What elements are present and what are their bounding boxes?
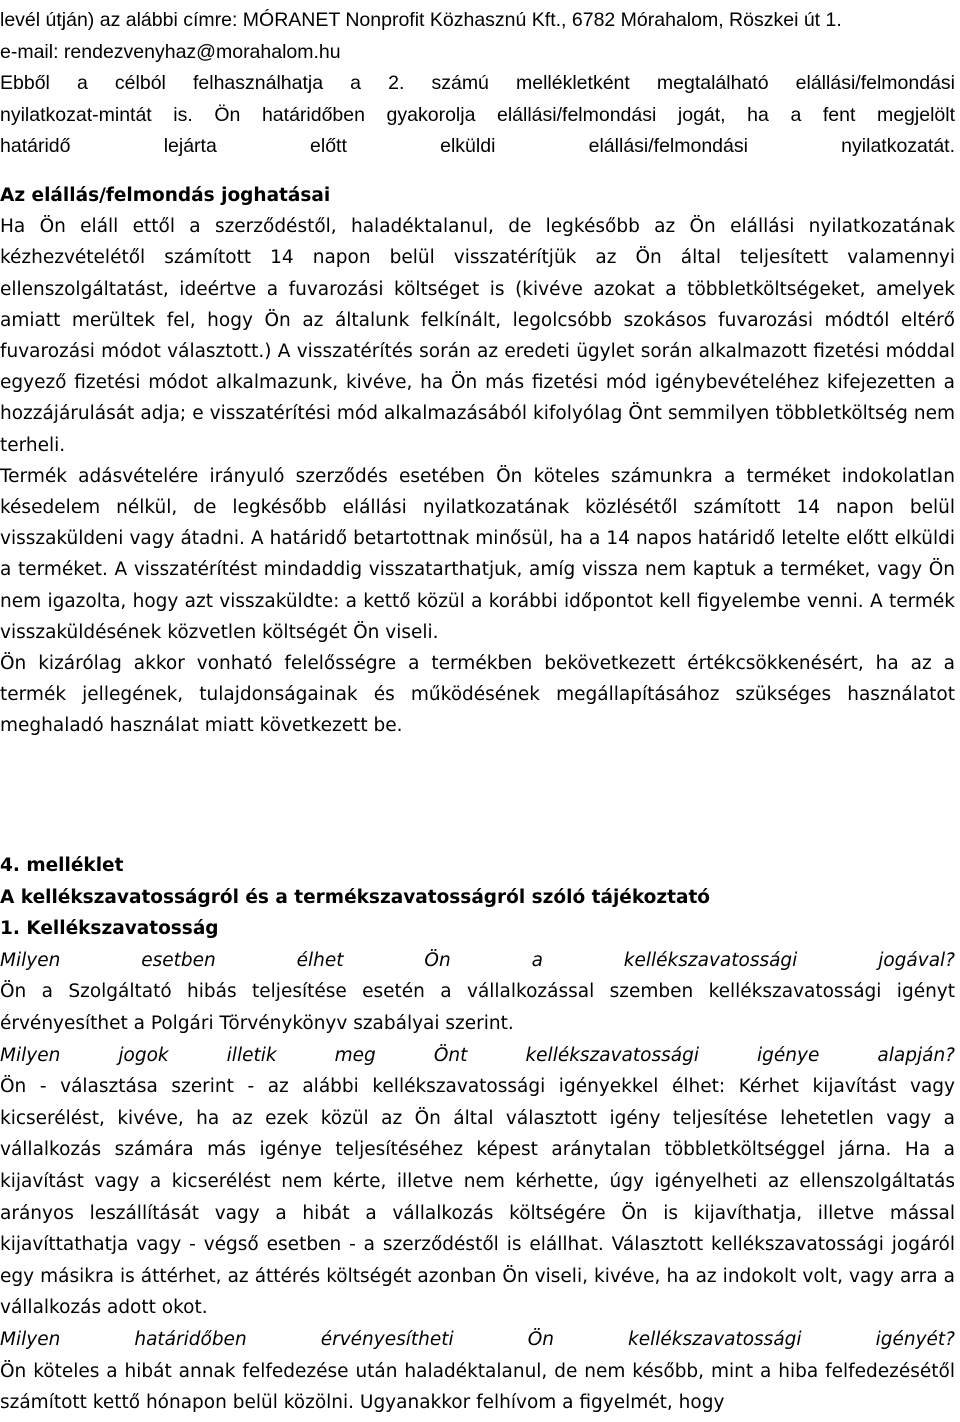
paragraph: Ön kizárólag akkor vonható felelősségre a termékben bekövetkezett értékcsökkenésért, ha az a termék jellegének, tulajdonságainak és működésének megállapításához szükséges használatot meghaladó használat miatt következett be.: [0, 653, 955, 737]
appendix-section: [0, 850, 955, 1419]
paragraph: Ha Ön eláll ettől a szerződéstől, haladéktalanul, de legkésőbb az Ön elállási nyilatkozatának kézhezvételétől számított 14 napon belül visszatérítjük az Ön által teljesített valamennyi ellenszolgáltatást, ideértve a fuvarozási költséget is (kivéve azokat a többletköltségeket, amelyek amiatt merültek fel, hogy Ön az általunk felkínált, legolcsóbb szokásos fuvarozási módtól eltérő fuvarozási módot választott.) A visszatérítés során az eredeti ügylet során alkalmazott fizetési móddal egyező fizetési módot alkalmazunk, kivéve, ha Ön más fizetési mód igénybevételéhez kifejezetten a hozzájárulását adja; e visszatérítési mód alkalmazásából kifolyólag Önt semmilyen többletköltség nem terheli.: [0, 216, 955, 456]
section-heading: Az elállás/felmondás joghatásai: [0, 185, 331, 206]
answer-paragraph: Ön - választása szerint - az alábbi kellékszavatossági igényekkel élhet: Kérhet kijavítást vagy kicserélést, kivéve, ha az ezek közül az Ön által választott igény teljesítése lehetetlen vagy a vállalkozás számára más igénye teljesítéséhez képest aránytalan többletköltséggel járna. Ha a kijavítást vagy a kicserélést nem kérte, illetve nem kérhette, úgy igényelheti az ellenszolgáltatás arányos leszállítását vagy a hibát a vállalkozás költségére Ön is kijavíthatja, illetve mással kijavíttathatja vagy - végső esetben - a szerződéstől is elállhat. Választott kellékszavatossági jogáról egy másikra is áttérhet, az áttérés költségét azonban Ön viseli, kivéve, ha az indokolt volt, vagy arra a vállalkozás adott okot.: [0, 1076, 955, 1319]
appendix-number: 4. melléklet: [0, 855, 124, 876]
withdrawal-effects-section: [0, 180, 955, 742]
text-line: határidő lejárta előtt elküldi elállási/felmondási nyilatkozatát.: [0, 135, 955, 157]
appendix-title: A kellékszavatosságról és a termékszavatosságról szóló tájékoztató: [0, 886, 711, 908]
paragraph: Termék adásvételére irányuló szerződés esetében Ön köteles számunkra a terméket indokolatlan késedelem nélkül, de legkésőbb elállási nyilatkozatának közlésétől számított 14 napon belül visszaküldeni vagy átadni. A határidő betartottnak minősül, ha a 14 napos határidő letelte előtt elküldi a terméket. A visszatérítést mindaddig visszatarthatjuk, amíg vissza nem kaptuk a terméket, vagy Ön nem igazolta, hogy azt visszaküldte: a kettő közül a korábbi időpontot kell figyelembe venni. A termék visszaküldésének közvetlen költségét Ön viseli.: [0, 465, 955, 643]
subsection-heading: 1. Kellékszavatosság: [0, 918, 219, 940]
answer-paragraph: Ön köteles a hibát annak felfedezése után haladéktalanul, de nem később, mint a hiba felfedezésétől számított kettő hónapon belül közölni. Ugyanakkor felhívom a figyelmét, hogy: [0, 1360, 955, 1414]
question-line: Milyen határidőben érvényesítheti Ön kellékszavatossági igényét?: [0, 1328, 955, 1350]
contact-paragraph: [0, 5, 955, 163]
address-line: levél útján) az alábbi címre: MÓRANET Nonprofit Közhasznú Kft., 6782 Mórahalom, Röszkei út 1.: [0, 9, 842, 31]
email-line: e-mail: rendezvenyhaz@morahalom.hu: [0, 40, 341, 63]
answer-paragraph: Ön a Szolgáltató hibás teljesítése esetén a vállalkozással szemben kellékszavatossági igényt érvényesíthet a Polgári Törvénykönyv szabályai szerint.: [0, 981, 955, 1034]
question-line: Milyen jogok illetik meg Önt kellékszavatossági igénye alapján?: [0, 1044, 955, 1066]
question-line: Milyen esetben élhet Ön a kellékszavatossági jogával?: [0, 949, 955, 971]
text-line: nyilatkozat-mintát is. Ön határidőben gyakorolja elállási/felmondási jogát, ha a fent megjelölt: [0, 103, 955, 126]
text-line: Ebből a célból felhasználhatja a 2. számú mellékletként megtalálható elállási/felmondási: [0, 72, 955, 94]
